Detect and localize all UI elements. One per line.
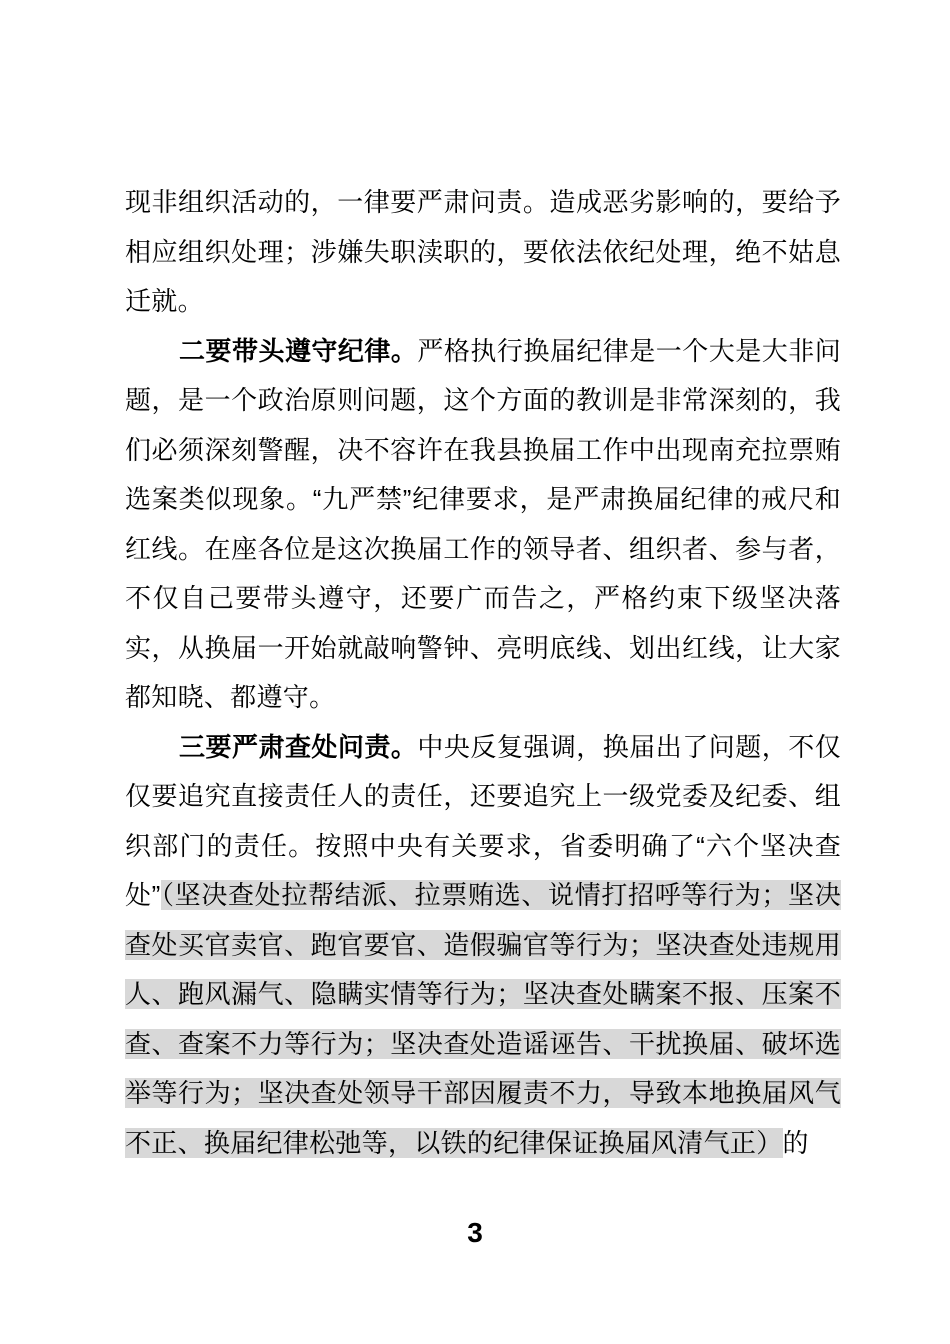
paragraph-2	[125, 327, 841, 723]
page-number: 3	[467, 1217, 483, 1248]
text-run: 严格执行换届纪律是一个大是大非问题，是一个政治原则问题，这个方面的教训是非常深刻的，我们必须深刻警醒，决不容许在我县换届工作中出现南充拉票贿选案类似现象。“九严禁”纪律要求，是严肃换届纪律的戒尺和红线。在座各位是这次换届工作的领导者、组织者、参与者，不仅自己要带头遵守，还要广而告之，严格约束下级坚决落实，从换届一开始就敲响警钟、亮明底线、划出红线，让大家都知晓、都遵守。	[125, 335, 841, 712]
paragraph-3	[125, 723, 841, 1169]
paragraph-heading-run: 三要严肃查处问责。	[179, 731, 418, 762]
document-body	[125, 178, 841, 1168]
highlighted-text-run: （坚决查处拉帮结派、拉票贿选、说情打招呼等行为；坚决查处买官卖官、跑官要官、造假骗官等行为；坚决查处违规用人、跑风漏气、隐瞒实情等行为；坚决查处瞒案不报、压案不查、查案不力等行为；坚决查处造谣诬告、干扰换届、破坏选举等行为；坚决查处领导干部因履责不力，导致本地换届风气不正、换届纪律松弛等，以铁的纪律保证换届风清气正）	[125, 880, 841, 1158]
paragraph-heading-run: 二要带头遵守纪律。	[179, 335, 418, 366]
text-run: 中央反复强调，换届出了问题，不仅仅要追究直接责任人的责任，还要追究上一级党委及纪委、组织部门的责任。按照中央有关要求，省委明确了“六个坚决查处”	[125, 731, 841, 910]
text-run: 的	[782, 1127, 809, 1158]
paragraph-1	[125, 178, 841, 327]
text-run: 现非组织活动的，一律要严肃问责。造成恶劣影响的，要给予相应组织处理；涉嫌失职渎职的，要依法依纪处理，绝不姑息迁就。	[125, 187, 841, 316]
